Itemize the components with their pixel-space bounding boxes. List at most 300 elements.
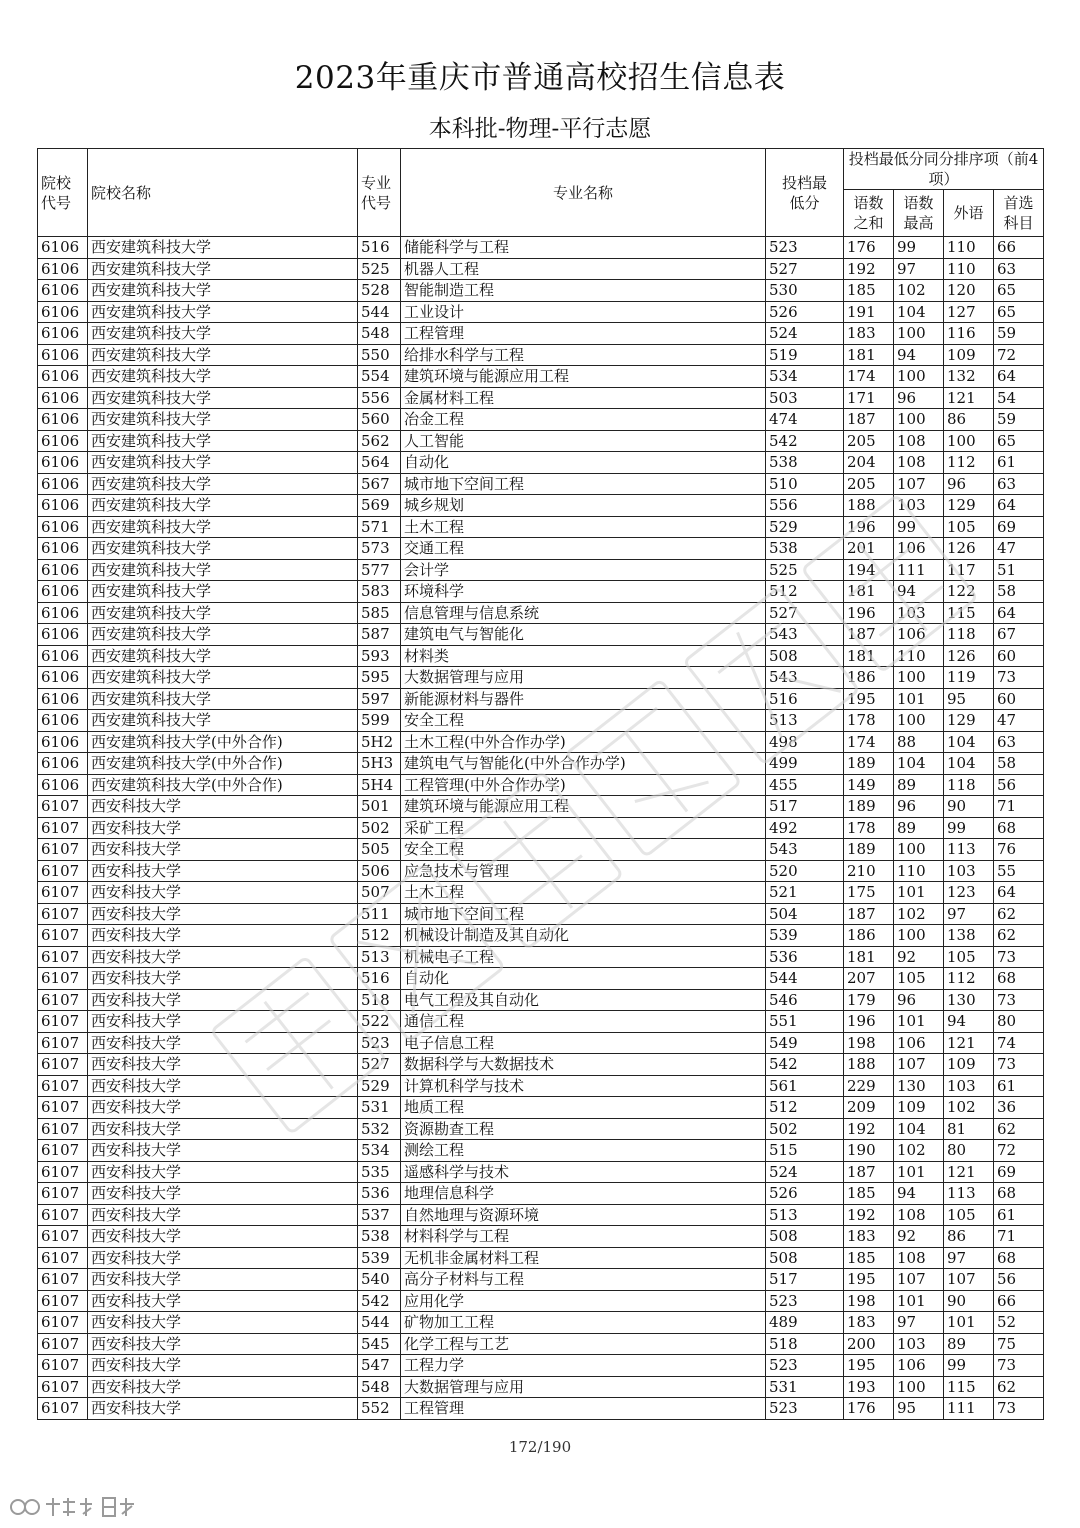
school-code-cell: 6107	[38, 1355, 88, 1377]
foreign-lang-cell: 105	[944, 946, 994, 968]
school-name-cell: 西安建筑科技大学	[88, 344, 358, 366]
major-code-cell: 540	[358, 1269, 401, 1291]
chinese-math-sum-cell: 195	[844, 688, 894, 710]
school-name-cell: 西安科技大学	[88, 839, 358, 861]
school-code-cell: 6107	[38, 1118, 88, 1140]
chinese-math-sum-cell: 178	[844, 710, 894, 732]
chinese-math-max-cell: 101	[894, 1011, 944, 1033]
major-code-cell: 528	[358, 280, 401, 302]
chinese-math-sum-cell: 189	[844, 796, 894, 818]
chinese-math-max-cell: 108	[894, 1204, 944, 1226]
chinese-math-sum-cell: 198	[844, 1290, 894, 1312]
major-code-cell: 583	[358, 581, 401, 603]
school-name-cell: 西安建筑科技大学	[88, 473, 358, 495]
school-code-cell: 6107	[38, 1075, 88, 1097]
chinese-math-max-cell: 103	[894, 602, 944, 624]
major-code-cell: 542	[358, 1290, 401, 1312]
table-body	[38, 237, 1044, 1420]
major-name-cell: 机械电子工程	[401, 946, 766, 968]
school-name-cell: 西安科技大学	[88, 1183, 358, 1205]
chinese-math-max-cell: 102	[894, 903, 944, 925]
major-name-cell: 应用化学	[401, 1290, 766, 1312]
school-name-cell: 西安建筑科技大学	[88, 323, 358, 345]
major-name-cell: 高分子材料与工程	[401, 1269, 766, 1291]
first-subject-cell: 56	[994, 1269, 1044, 1291]
chinese-math-max-cell: 110	[894, 860, 944, 882]
school-name-cell: 西安建筑科技大学	[88, 452, 358, 474]
chinese-math-max-cell: 100	[894, 323, 944, 345]
first-subject-cell: 73	[994, 989, 1044, 1011]
school-name-cell: 西安建筑科技大学	[88, 430, 358, 452]
foreign-lang-cell: 126	[944, 538, 994, 560]
table-row	[38, 559, 1044, 581]
chinese-math-max-cell: 100	[894, 667, 944, 689]
school-code-cell: 6107	[38, 989, 88, 1011]
foreign-lang-cell: 115	[944, 1376, 994, 1398]
chinese-math-sum-cell: 187	[844, 624, 894, 646]
chinese-math-sum-cell: 183	[844, 323, 894, 345]
chinese-math-sum-cell: 195	[844, 1269, 894, 1291]
foreign-lang-cell: 111	[944, 1398, 994, 1420]
min-score-cell: 551	[766, 1011, 844, 1033]
chinese-math-sum-cell: 190	[844, 1140, 894, 1162]
school-code-cell: 6107	[38, 903, 88, 925]
chinese-math-max-cell: 96	[894, 989, 944, 1011]
chinese-math-sum-cell: 187	[844, 1161, 894, 1183]
chinese-math-sum-cell: 176	[844, 237, 894, 259]
foreign-lang-cell: 123	[944, 882, 994, 904]
major-code-cell: 5H4	[358, 774, 401, 796]
major-name-cell: 工程管理	[401, 1398, 766, 1420]
chinese-math-max-cell: 100	[894, 409, 944, 431]
major-name-cell: 安全工程	[401, 839, 766, 861]
chinese-math-sum-cell: 192	[844, 1204, 894, 1226]
chinese-math-max-cell: 130	[894, 1075, 944, 1097]
major-name-cell: 采矿工程	[401, 817, 766, 839]
major-name-cell: 交通工程	[401, 538, 766, 560]
major-name-cell: 信息管理与信息系统	[401, 602, 766, 624]
school-name-cell: 西安科技大学	[88, 1204, 358, 1226]
chinese-math-sum-cell: 189	[844, 753, 894, 775]
chinese-math-sum-cell: 185	[844, 280, 894, 302]
first-subject-cell: 66	[994, 1290, 1044, 1312]
first-subject-cell: 64	[994, 495, 1044, 517]
table-row	[38, 1140, 1044, 1162]
school-name-cell: 西安科技大学	[88, 1097, 358, 1119]
min-score-cell: 526	[766, 301, 844, 323]
table-row	[38, 323, 1044, 345]
first-subject-cell: 75	[994, 1333, 1044, 1355]
min-score-cell: 455	[766, 774, 844, 796]
major-code-cell: 587	[358, 624, 401, 646]
table-row	[38, 839, 1044, 861]
header-major-name: 专业名称	[401, 149, 766, 237]
first-subject-cell: 62	[994, 1118, 1044, 1140]
table-row	[38, 538, 1044, 560]
major-code-cell: 522	[358, 1011, 401, 1033]
chinese-math-max-cell: 104	[894, 1118, 944, 1140]
table-row	[38, 1355, 1044, 1377]
first-subject-cell: 65	[994, 301, 1044, 323]
foreign-lang-cell: 118	[944, 624, 994, 646]
major-name-cell: 化学工程与工艺	[401, 1333, 766, 1355]
school-name-cell: 西安建筑科技大学	[88, 710, 358, 732]
foreign-lang-cell: 118	[944, 774, 994, 796]
first-subject-cell: 72	[994, 344, 1044, 366]
major-code-cell: 544	[358, 1312, 401, 1334]
min-score-cell: 543	[766, 667, 844, 689]
table-row	[38, 516, 1044, 538]
school-code-cell: 6106	[38, 344, 88, 366]
school-code-cell: 6106	[38, 430, 88, 452]
school-code-cell: 6107	[38, 1247, 88, 1269]
major-name-cell: 工业设计	[401, 301, 766, 323]
major-code-cell: 518	[358, 989, 401, 1011]
first-subject-cell: 36	[994, 1097, 1044, 1119]
chinese-math-max-cell: 99	[894, 516, 944, 538]
major-name-cell: 电子信息工程	[401, 1032, 766, 1054]
school-code-cell: 6106	[38, 237, 88, 259]
major-name-cell: 工程管理(中外合作办学)	[401, 774, 766, 796]
major-code-cell: 507	[358, 882, 401, 904]
major-name-cell: 智能制造工程	[401, 280, 766, 302]
major-code-cell: 525	[358, 258, 401, 280]
major-name-cell: 建筑环境与能源应用工程	[401, 796, 766, 818]
foreign-lang-cell: 112	[944, 452, 994, 474]
foreign-lang-cell: 103	[944, 1075, 994, 1097]
table-row	[38, 344, 1044, 366]
chinese-math-sum-cell: 204	[844, 452, 894, 474]
major-code-cell: 595	[358, 667, 401, 689]
chinese-math-max-cell: 106	[894, 1355, 944, 1377]
major-code-cell: 535	[358, 1161, 401, 1183]
table-row	[38, 1290, 1044, 1312]
foreign-lang-cell: 100	[944, 430, 994, 452]
major-name-cell: 安全工程	[401, 710, 766, 732]
school-code-cell: 6106	[38, 581, 88, 603]
table-row	[38, 731, 1044, 753]
major-name-cell: 建筑环境与能源应用工程	[401, 366, 766, 388]
school-name-cell: 西安科技大学	[88, 1376, 358, 1398]
chinese-math-max-cell: 108	[894, 452, 944, 474]
school-code-cell: 6106	[38, 301, 88, 323]
table-row	[38, 1075, 1044, 1097]
min-score-cell: 503	[766, 387, 844, 409]
major-name-cell: 自动化	[401, 968, 766, 990]
chinese-math-max-cell: 104	[894, 753, 944, 775]
major-name-cell: 自动化	[401, 452, 766, 474]
table-row	[38, 903, 1044, 925]
min-score-cell: 534	[766, 366, 844, 388]
major-code-cell: 599	[358, 710, 401, 732]
school-code-cell: 6106	[38, 387, 88, 409]
school-name-cell: 西安科技大学	[88, 1247, 358, 1269]
major-name-cell: 土木工程	[401, 516, 766, 538]
school-code-cell: 6106	[38, 538, 88, 560]
chinese-math-sum-cell: 187	[844, 903, 894, 925]
school-name-cell: 西安建筑科技大学	[88, 516, 358, 538]
major-name-cell: 新能源材料与器件	[401, 688, 766, 710]
min-score-cell: 489	[766, 1312, 844, 1334]
table-row	[38, 409, 1044, 431]
foreign-lang-cell: 109	[944, 1054, 994, 1076]
foreign-lang-cell: 119	[944, 667, 994, 689]
foreign-lang-cell: 138	[944, 925, 994, 947]
chinese-math-max-cell: 100	[894, 925, 944, 947]
school-code-cell: 6106	[38, 602, 88, 624]
major-name-cell: 环境科学	[401, 581, 766, 603]
min-score-cell: 508	[766, 1226, 844, 1248]
school-code-cell: 6107	[38, 946, 88, 968]
foreign-lang-cell: 90	[944, 796, 994, 818]
major-name-cell: 计算机科学与技术	[401, 1075, 766, 1097]
first-subject-cell: 69	[994, 516, 1044, 538]
major-code-cell: 544	[358, 301, 401, 323]
min-score-cell: 512	[766, 581, 844, 603]
chinese-math-max-cell: 108	[894, 430, 944, 452]
major-name-cell: 城市地下空间工程	[401, 473, 766, 495]
chinese-math-max-cell: 105	[894, 968, 944, 990]
chinese-math-sum-cell: 188	[844, 495, 894, 517]
min-score-cell: 538	[766, 538, 844, 560]
chinese-math-max-cell: 101	[894, 1290, 944, 1312]
chinese-math-max-cell: 96	[894, 796, 944, 818]
major-code-cell: 569	[358, 495, 401, 517]
school-name-cell: 西安科技大学	[88, 925, 358, 947]
major-code-cell: 539	[358, 1247, 401, 1269]
min-score-cell: 502	[766, 1118, 844, 1140]
school-name-cell: 西安科技大学	[88, 796, 358, 818]
major-code-cell: 573	[358, 538, 401, 560]
major-code-cell: 585	[358, 602, 401, 624]
major-code-cell: 552	[358, 1398, 401, 1420]
major-name-cell: 土木工程(中外合作办学)	[401, 731, 766, 753]
major-name-cell: 机械设计制造及其自动化	[401, 925, 766, 947]
major-code-cell: 512	[358, 925, 401, 947]
min-score-cell: 513	[766, 710, 844, 732]
foreign-lang-cell: 121	[944, 1161, 994, 1183]
chinese-math-max-cell: 103	[894, 495, 944, 517]
table-row	[38, 1032, 1044, 1054]
school-code-cell: 6106	[38, 559, 88, 581]
chinese-math-sum-cell: 229	[844, 1075, 894, 1097]
foreign-lang-cell: 121	[944, 1032, 994, 1054]
chinese-math-max-cell: 94	[894, 581, 944, 603]
first-subject-cell: 62	[994, 903, 1044, 925]
school-name-cell: 西安科技大学	[88, 1290, 358, 1312]
chinese-math-sum-cell: 185	[844, 1247, 894, 1269]
major-name-cell: 数据科学与大数据技术	[401, 1054, 766, 1076]
major-name-cell: 地质工程	[401, 1097, 766, 1119]
table-row	[38, 925, 1044, 947]
foreign-lang-cell: 113	[944, 1183, 994, 1205]
major-name-cell: 应急技术与管理	[401, 860, 766, 882]
header-school-code: 院校代号	[38, 149, 88, 237]
header-chinese-math-sum: 语数之和	[844, 190, 894, 237]
header-major-code: 专业代号	[358, 149, 401, 237]
major-name-cell: 人工智能	[401, 430, 766, 452]
major-name-cell: 工程力学	[401, 1355, 766, 1377]
major-name-cell: 电气工程及其自动化	[401, 989, 766, 1011]
major-name-cell: 工程管理	[401, 323, 766, 345]
major-name-cell: 资源勘查工程	[401, 1118, 766, 1140]
chinese-math-max-cell: 94	[894, 344, 944, 366]
chinese-math-sum-cell: 179	[844, 989, 894, 1011]
table-row	[38, 645, 1044, 667]
first-subject-cell: 72	[994, 1140, 1044, 1162]
school-code-cell: 6107	[38, 1161, 88, 1183]
first-subject-cell: 64	[994, 602, 1044, 624]
first-subject-cell: 73	[994, 1355, 1044, 1377]
school-name-cell: 西安建筑科技大学	[88, 538, 358, 560]
school-name-cell: 西安科技大学	[88, 968, 358, 990]
table-row	[38, 1204, 1044, 1226]
header-min-score: 投档最低分	[766, 149, 844, 237]
chinese-math-max-cell: 102	[894, 280, 944, 302]
major-name-cell: 土木工程	[401, 882, 766, 904]
major-name-cell: 冶金工程	[401, 409, 766, 431]
chinese-math-sum-cell: 149	[844, 774, 894, 796]
first-subject-cell: 59	[994, 323, 1044, 345]
major-code-cell: 516	[358, 237, 401, 259]
foreign-lang-cell: 112	[944, 968, 994, 990]
header-first-subject: 首选科目	[994, 190, 1044, 237]
school-code-cell: 6106	[38, 710, 88, 732]
major-name-cell: 建筑电气与智能化	[401, 624, 766, 646]
school-name-cell: 西安建筑科技大学	[88, 258, 358, 280]
first-subject-cell: 65	[994, 430, 1044, 452]
page-subtitle: 本科批-物理-平行志愿	[428, 116, 652, 142]
school-name-cell: 西安科技大学	[88, 1398, 358, 1420]
foreign-lang-cell: 113	[944, 839, 994, 861]
major-name-cell: 大数据管理与应用	[401, 1376, 766, 1398]
table-row	[38, 968, 1044, 990]
table-row	[38, 1376, 1044, 1398]
first-subject-cell: 60	[994, 688, 1044, 710]
table-row	[38, 753, 1044, 775]
school-code-cell: 6106	[38, 366, 88, 388]
min-score-cell: 531	[766, 1376, 844, 1398]
major-code-cell: 567	[358, 473, 401, 495]
chinese-math-sum-cell: 205	[844, 430, 894, 452]
foreign-lang-cell: 86	[944, 1226, 994, 1248]
chinese-math-sum-cell: 209	[844, 1097, 894, 1119]
chinese-math-max-cell: 89	[894, 774, 944, 796]
chinese-math-max-cell: 108	[894, 1247, 944, 1269]
school-code-cell: 6107	[38, 1290, 88, 1312]
school-name-cell: 西安科技大学	[88, 903, 358, 925]
foreign-lang-cell: 104	[944, 753, 994, 775]
table-row	[38, 1247, 1044, 1269]
table-row	[38, 624, 1044, 646]
min-score-cell: 529	[766, 516, 844, 538]
major-code-cell: 554	[358, 366, 401, 388]
chinese-math-sum-cell: 181	[844, 645, 894, 667]
major-code-cell: 513	[358, 946, 401, 968]
major-name-cell: 地理信息科学	[401, 1183, 766, 1205]
school-code-cell: 6107	[38, 1054, 88, 1076]
table-row	[38, 237, 1044, 259]
major-code-cell: 550	[358, 344, 401, 366]
school-name-cell: 西安科技大学	[88, 1333, 358, 1355]
chinese-math-sum-cell: 210	[844, 860, 894, 882]
min-score-cell: 510	[766, 473, 844, 495]
major-code-cell: 538	[358, 1226, 401, 1248]
major-code-cell: 523	[358, 1032, 401, 1054]
major-code-cell: 545	[358, 1333, 401, 1355]
major-code-cell: 537	[358, 1204, 401, 1226]
table-row	[38, 258, 1044, 280]
table-row	[38, 667, 1044, 689]
chinese-math-max-cell: 106	[894, 538, 944, 560]
table-row	[38, 882, 1044, 904]
brand-logo	[8, 1492, 148, 1522]
school-name-cell: 西安科技大学	[88, 989, 358, 1011]
table-row	[38, 1161, 1044, 1183]
school-name-cell: 西安建筑科技大学	[88, 495, 358, 517]
foreign-lang-cell: 86	[944, 409, 994, 431]
first-subject-cell: 80	[994, 1011, 1044, 1033]
chinese-math-sum-cell: 188	[844, 1054, 894, 1076]
major-code-cell: 560	[358, 409, 401, 431]
chinese-math-max-cell: 101	[894, 1161, 944, 1183]
first-subject-cell: 61	[994, 452, 1044, 474]
major-code-cell: 562	[358, 430, 401, 452]
school-name-cell: 西安建筑科技大学	[88, 387, 358, 409]
school-name-cell: 西安建筑科技大学	[88, 645, 358, 667]
major-name-cell: 无机非金属材料工程	[401, 1247, 766, 1269]
school-name-cell: 西安建筑科技大学	[88, 667, 358, 689]
table-row	[38, 1183, 1044, 1205]
school-name-cell: 西安科技大学	[88, 1312, 358, 1334]
school-name-cell: 西安科技大学	[88, 860, 358, 882]
chinese-math-max-cell: 92	[894, 946, 944, 968]
school-code-cell: 6107	[38, 925, 88, 947]
min-score-cell: 504	[766, 903, 844, 925]
foreign-lang-cell: 102	[944, 1097, 994, 1119]
major-code-cell: 556	[358, 387, 401, 409]
chinese-math-max-cell: 106	[894, 1032, 944, 1054]
foreign-lang-cell: 81	[944, 1118, 994, 1140]
min-score-cell: 517	[766, 1269, 844, 1291]
min-score-cell: 542	[766, 430, 844, 452]
table-row	[38, 387, 1044, 409]
first-subject-cell: 73	[994, 946, 1044, 968]
major-name-cell: 建筑电气与智能化(中外合作办学)	[401, 753, 766, 775]
first-subject-cell: 69	[994, 1161, 1044, 1183]
school-name-cell: 西安科技大学	[88, 1226, 358, 1248]
min-score-cell: 543	[766, 839, 844, 861]
min-score-cell: 474	[766, 409, 844, 431]
chinese-math-max-cell: 107	[894, 1269, 944, 1291]
chinese-math-max-cell: 107	[894, 473, 944, 495]
min-score-cell: 523	[766, 1290, 844, 1312]
major-code-cell: 502	[358, 817, 401, 839]
min-score-cell: 508	[766, 1247, 844, 1269]
min-score-cell: 519	[766, 344, 844, 366]
foreign-lang-cell: 121	[944, 387, 994, 409]
chinese-math-sum-cell: 196	[844, 516, 894, 538]
chinese-math-max-cell: 109	[894, 1097, 944, 1119]
major-code-cell: 593	[358, 645, 401, 667]
first-subject-cell: 68	[994, 1183, 1044, 1205]
min-score-cell: 517	[766, 796, 844, 818]
foreign-lang-cell: 90	[944, 1290, 994, 1312]
school-name-cell: 西安科技大学	[88, 1161, 358, 1183]
chinese-math-max-cell: 101	[894, 688, 944, 710]
school-name-cell: 西安科技大学	[88, 1011, 358, 1033]
foreign-lang-cell: 116	[944, 323, 994, 345]
